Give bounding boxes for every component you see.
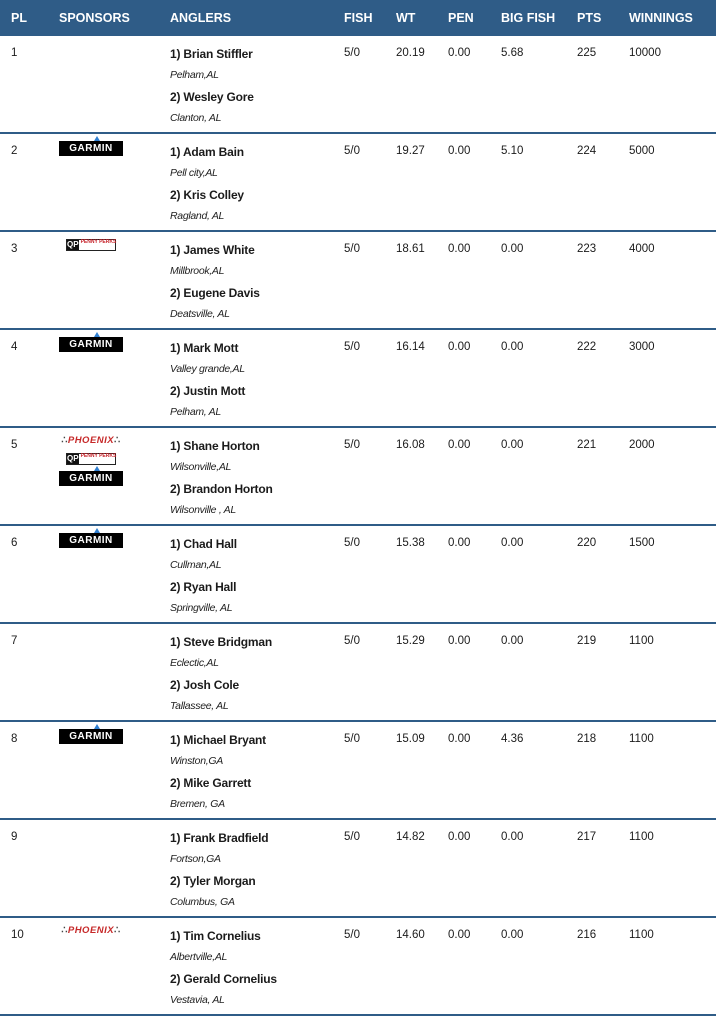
winnings-cell: 1100: [629, 733, 654, 745]
winnings-cell: 1500: [629, 537, 655, 549]
fish-cell: 5/0: [344, 145, 360, 157]
penalty-cell: 0.00: [448, 439, 471, 451]
sponsor-logos: [59, 239, 116, 251]
table-row: [0, 428, 716, 526]
big-fish-cell: 4.36: [501, 733, 524, 745]
penalty-cell: 0.00: [448, 341, 471, 353]
angler-2-hometown: Wilsonville , AL: [170, 504, 236, 516]
points-cell: 219: [577, 635, 597, 647]
angler-2-name[interactable]: 2) Kris Colley: [170, 188, 244, 202]
winnings-cell: 4000: [629, 243, 655, 255]
angler-2-name[interactable]: 2) Gerald Cornelius: [170, 972, 277, 986]
winnings-cell: 1100: [629, 929, 654, 941]
points-cell: 217: [577, 831, 597, 843]
winnings-cell: 1100: [629, 635, 654, 647]
big-fish-cell: 0.00: [501, 439, 524, 451]
penalty-cell: 0.00: [448, 733, 471, 745]
winnings-cell: 3000: [629, 341, 655, 353]
table-body: [0, 36, 716, 1016]
fish-cell: 5/0: [344, 831, 360, 843]
angler-2-hometown: Tallassee, AL: [170, 700, 229, 712]
sponsor-logos: [59, 533, 123, 548]
header-sponsors: SPONSORS: [59, 11, 130, 25]
points-cell: 225: [577, 47, 597, 59]
big-fish-cell: 0.00: [501, 831, 524, 843]
weight-cell: 16.14: [396, 341, 425, 353]
place-cell: 5: [11, 439, 18, 451]
weight-cell: 15.09: [396, 733, 425, 745]
angler-1-name[interactable]: 1) James White: [170, 243, 255, 257]
header-pl: PL: [11, 11, 27, 25]
anglers-cell: [170, 537, 237, 623]
angler-1-name[interactable]: 1) Chad Hall: [170, 537, 237, 551]
anglers-cell: [170, 47, 254, 133]
angler-2-name[interactable]: 2) Justin Mott: [170, 384, 246, 398]
garmin-logo: GARMIN: [59, 337, 123, 352]
anglers-cell: [170, 243, 260, 329]
header-winnings: WINNINGS: [629, 11, 693, 25]
angler-2-name[interactable]: 2) Ryan Hall: [170, 580, 237, 594]
angler-2-name[interactable]: 2) Josh Cole: [170, 678, 239, 692]
penalty-cell: 0.00: [448, 243, 471, 255]
table-row: [0, 820, 716, 918]
fish-cell: 5/0: [344, 929, 360, 941]
angler-1-hometown: Cullman,AL: [170, 559, 222, 571]
angler-1-name[interactable]: 1) Adam Bain: [170, 145, 244, 159]
garmin-logo: GARMIN: [59, 729, 123, 744]
angler-1-hometown: Winston,GA: [170, 755, 223, 767]
big-fish-cell: 0.00: [501, 929, 524, 941]
sponsor-logos: [59, 337, 123, 352]
place-cell: 9: [11, 831, 18, 843]
angler-2-name[interactable]: 2) Eugene Davis: [170, 286, 260, 300]
garmin-logo: GARMIN: [59, 141, 123, 156]
phoenix-logo: ∴PHOENIX∴: [61, 435, 121, 446]
points-cell: 221: [577, 439, 597, 451]
points-cell: 216: [577, 929, 597, 941]
weight-cell: 15.38: [396, 537, 425, 549]
angler-2-hometown: Bremen, GA: [170, 798, 225, 810]
fish-cell: 5/0: [344, 537, 360, 549]
place-cell: 6: [11, 537, 18, 549]
pp-logo: QP PENNY PERKS: [67, 239, 117, 249]
angler-1-hometown: Fortson,GA: [170, 853, 221, 865]
angler-2-hometown: Springville, AL: [170, 602, 233, 614]
penalty-cell: 0.00: [448, 635, 471, 647]
anglers-cell: [170, 635, 272, 721]
place-cell: 2: [11, 145, 18, 157]
weight-cell: 20.19: [396, 47, 425, 59]
sponsor-logos: [59, 435, 123, 486]
table-row: [0, 624, 716, 722]
angler-1-name[interactable]: 1) Brian Stiffler: [170, 47, 253, 61]
angler-1-hometown: Pell city,AL: [170, 167, 218, 179]
header-anglers: ANGLERS: [170, 11, 232, 25]
penalty-cell: 0.00: [448, 929, 471, 941]
pp-logo: QP PENNY PERKS: [67, 453, 117, 463]
big-fish-cell: 0.00: [501, 537, 524, 549]
weight-cell: 15.29: [396, 635, 425, 647]
winnings-cell: 10000: [629, 47, 661, 59]
sponsor-logos: [59, 141, 123, 156]
anglers-cell: [170, 929, 277, 1015]
penalty-cell: 0.00: [448, 831, 471, 843]
place-cell: 1: [11, 47, 18, 59]
anglers-cell: [170, 439, 273, 525]
fish-cell: 5/0: [344, 439, 360, 451]
angler-2-name[interactable]: 2) Wesley Gore: [170, 90, 254, 104]
points-cell: 222: [577, 341, 597, 353]
anglers-cell: [170, 145, 244, 231]
table-header: [0, 0, 716, 36]
table-row: [0, 330, 716, 428]
angler-2-name[interactable]: 2) Brandon Horton: [170, 482, 273, 496]
fish-cell: 5/0: [344, 341, 360, 353]
place-cell: 3: [11, 243, 18, 255]
penalty-cell: 0.00: [448, 537, 471, 549]
angler-2-hometown: Clanton, AL: [170, 112, 222, 124]
header-pts: PTS: [577, 11, 602, 25]
garmin-logo: GARMIN: [59, 471, 123, 486]
fish-cell: 5/0: [344, 635, 360, 647]
angler-2-name[interactable]: 2) Mike Garrett: [170, 776, 252, 790]
angler-2-hometown: Ragland, AL: [170, 210, 225, 222]
big-fish-cell: 0.00: [501, 635, 524, 647]
sponsor-logos: [59, 729, 123, 744]
place-cell: 8: [11, 733, 18, 745]
winnings-cell: 2000: [629, 439, 655, 451]
table-row: [0, 722, 716, 820]
table-row: [0, 36, 716, 134]
big-fish-cell: 0.00: [501, 243, 524, 255]
angler-2-hometown: Pelham, AL: [170, 406, 221, 418]
weight-cell: 14.82: [396, 831, 425, 843]
place-cell: 7: [11, 635, 18, 647]
angler-1-name[interactable]: 1) Frank Bradfield: [170, 831, 269, 845]
angler-2-hometown: Deatsville, AL: [170, 308, 230, 320]
points-cell: 224: [577, 145, 597, 157]
header-wt: WT: [396, 11, 416, 25]
penalty-cell: 0.00: [448, 145, 471, 157]
place-cell: 4: [11, 341, 18, 353]
angler-1-name[interactable]: 1) Tim Cornelius: [170, 929, 261, 943]
angler-2-name[interactable]: 2) Tyler Morgan: [170, 874, 256, 888]
angler-1-hometown: Eclectic,AL: [170, 657, 219, 669]
points-cell: 218: [577, 733, 597, 745]
table-row: [0, 232, 716, 330]
header-big-fish: BIG FISH: [501, 11, 556, 25]
angler-1-hometown: Millbrook,AL: [170, 265, 225, 277]
table-row: [0, 918, 716, 1016]
anglers-cell: [170, 733, 266, 819]
fish-cell: 5/0: [344, 243, 360, 255]
angler-1-name[interactable]: 1) Mark Mott: [170, 341, 239, 355]
weight-cell: 16.08: [396, 439, 425, 451]
winnings-cell: 5000: [629, 145, 655, 157]
table-row: [0, 134, 716, 232]
table-row: [0, 526, 716, 624]
anglers-cell: [170, 831, 268, 917]
big-fish-cell: 5.10: [501, 145, 524, 157]
points-cell: 223: [577, 243, 597, 255]
fish-cell: 5/0: [344, 733, 360, 745]
angler-1-hometown: Valley grande,AL: [170, 363, 245, 375]
fish-cell: 5/0: [344, 47, 360, 59]
angler-2-hometown: Vestavia, AL: [170, 994, 225, 1006]
garmin-logo: GARMIN: [59, 533, 123, 548]
angler-2-hometown: Columbus, GA: [170, 896, 235, 908]
penalty-cell: 0.00: [448, 47, 471, 59]
points-cell: 220: [577, 537, 597, 549]
angler-1-name[interactable]: 1) Shane Horton: [170, 439, 260, 453]
weight-cell: 14.60: [396, 929, 425, 941]
weight-cell: 19.27: [396, 145, 425, 157]
angler-1-name[interactable]: 1) Steve Bridgman: [170, 635, 272, 649]
place-cell: 10: [11, 929, 24, 941]
anglers-cell: [170, 341, 245, 427]
weight-cell: 18.61: [396, 243, 425, 255]
angler-1-name[interactable]: 1) Michael Bryant: [170, 733, 266, 747]
header-fish: FISH: [344, 11, 373, 25]
sponsor-logos: [59, 925, 123, 937]
big-fish-cell: 0.00: [501, 341, 524, 353]
phoenix-logo: ∴PHOENIX∴: [61, 925, 121, 936]
big-fish-cell: 5.68: [501, 47, 524, 59]
angler-1-hometown: Albertville,AL: [170, 951, 228, 963]
header-pen: PEN: [448, 11, 474, 25]
angler-1-hometown: Pelham,AL: [170, 69, 219, 81]
winnings-cell: 1100: [629, 831, 654, 843]
angler-1-hometown: Wilsonville,AL: [170, 461, 232, 473]
